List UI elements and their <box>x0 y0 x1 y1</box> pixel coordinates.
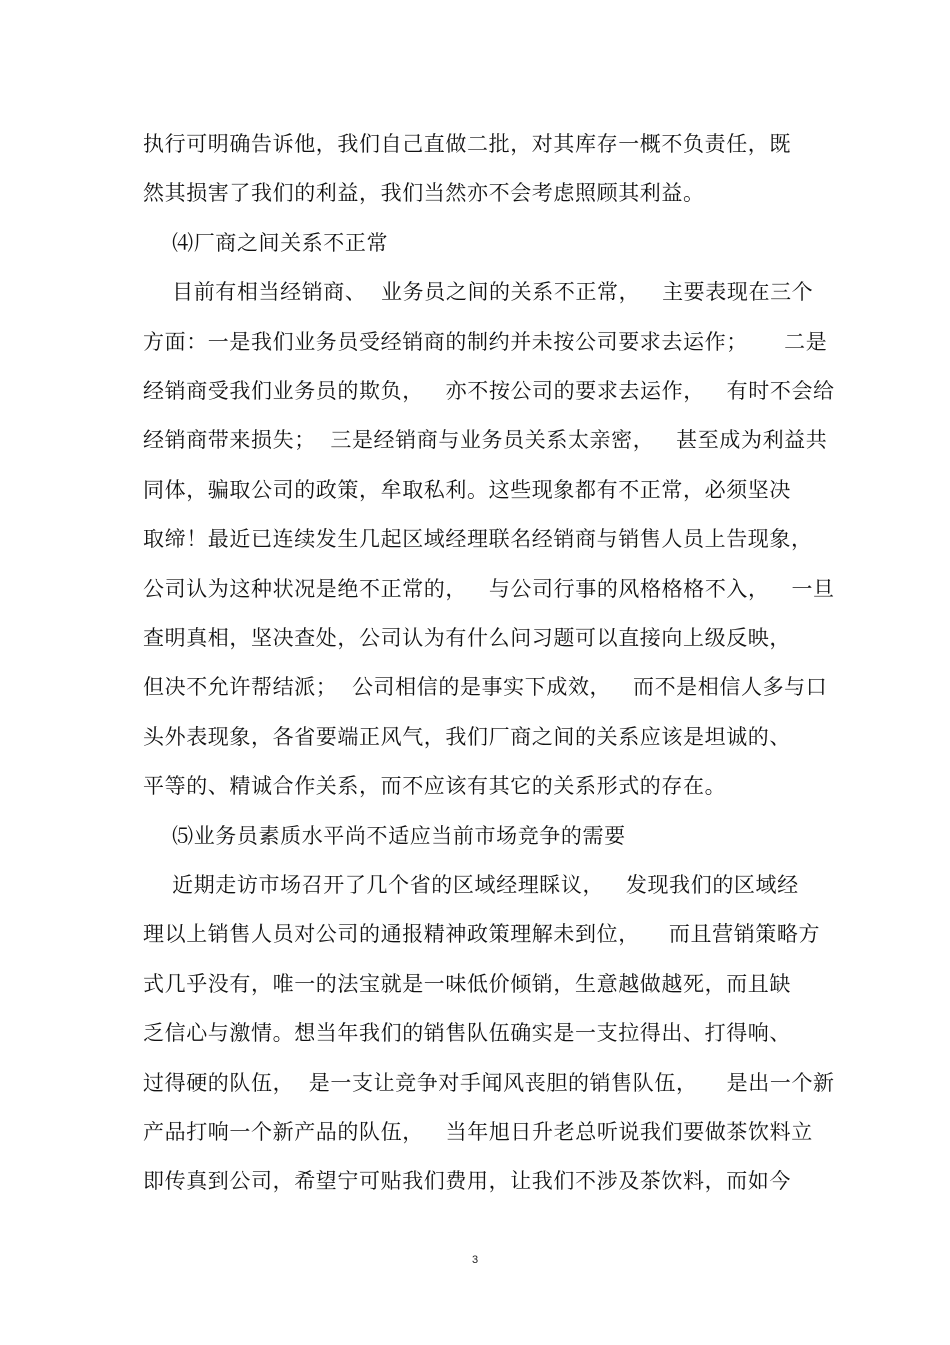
text-line: 产品打响一个新产品的队伍， 当年旭日升老总听说我们要做茶饮料立 <box>143 1120 813 1144</box>
text-line: ⑸业务员素质水平尚不适应当前市场竞争的需要 <box>143 824 626 848</box>
text-line: 近期走访市场召开了几个省的区域经理睬议， 发现我们的区域经 <box>143 873 799 897</box>
text-line: 经销商带来损失； 三是经销商与业务员关系太亲密， 甚至成为利益共 <box>143 428 828 452</box>
text-line: 然其损害了我们的利益，我们当然亦不会考虑照顾其利益。 <box>143 181 705 205</box>
text-line: 过得硬的队伍， 是一支让竞争对手闻风丧胆的销售队伍， 是出一个新 <box>143 1071 835 1095</box>
text-line: 同体，骗取公司的政策，牟取私利。这些现象都有不正常，必须坚决 <box>143 478 791 502</box>
text-line: ⑷厂商之间关系不正常 <box>143 231 389 255</box>
text-line: 公司认为这种状况是绝不正常的， 与公司行事的风格格格不入， 一旦 <box>143 577 835 601</box>
text-line: 经销商受我们业务员的欺负， 亦不按公司的要求去运作， 有时不会给 <box>143 379 835 403</box>
text-line: 目前有相当经销商、 业务员之间的关系不正常， 主要表现在三个 <box>143 280 814 304</box>
text-line: 乏信心与激情。想当年我们的销售队伍确实是一支拉得出、打得响、 <box>143 1021 791 1045</box>
text-line: 式几乎没有，唯一的法宝就是一味低价倾销，生意越做越死，而且缺 <box>143 972 791 996</box>
text-line: 理以上销售人员对公司的通报精神政策理解未到位， 而且营销策略方 <box>143 922 821 946</box>
text-line: 查明真相，坚决查处，公司认为有什么问习题可以直接向上级反映， <box>143 626 791 650</box>
text-line: 即传真到公司，希望宁可贴我们费用，让我们不涉及茶饮料，而如今 <box>143 1169 791 1193</box>
text-line: 执行可明确告诉他，我们自己直做二批，对其库存一概不负责任，既 <box>143 132 791 156</box>
text-line: 方面：一是我们业务员受经销商的制约并未按公司要求去运作； 二是 <box>143 330 828 354</box>
page-number: 3 <box>471 1254 479 1266</box>
text-line: 头外表现象，各省要端正风气，我们厂商之间的关系应该是坦诚的、 <box>143 725 791 749</box>
text-line: 平等的、精诚合作关系，而不应该有其它的关系形式的存在。 <box>143 774 727 798</box>
text-line: 取缔！最近已连续发生几起区域经理联名经销商与销售人员上告现象， <box>143 527 813 551</box>
text-line: 但决不允许帮结派； 公司相信的是事实下成效， 而不是相信人多与口 <box>143 675 828 699</box>
